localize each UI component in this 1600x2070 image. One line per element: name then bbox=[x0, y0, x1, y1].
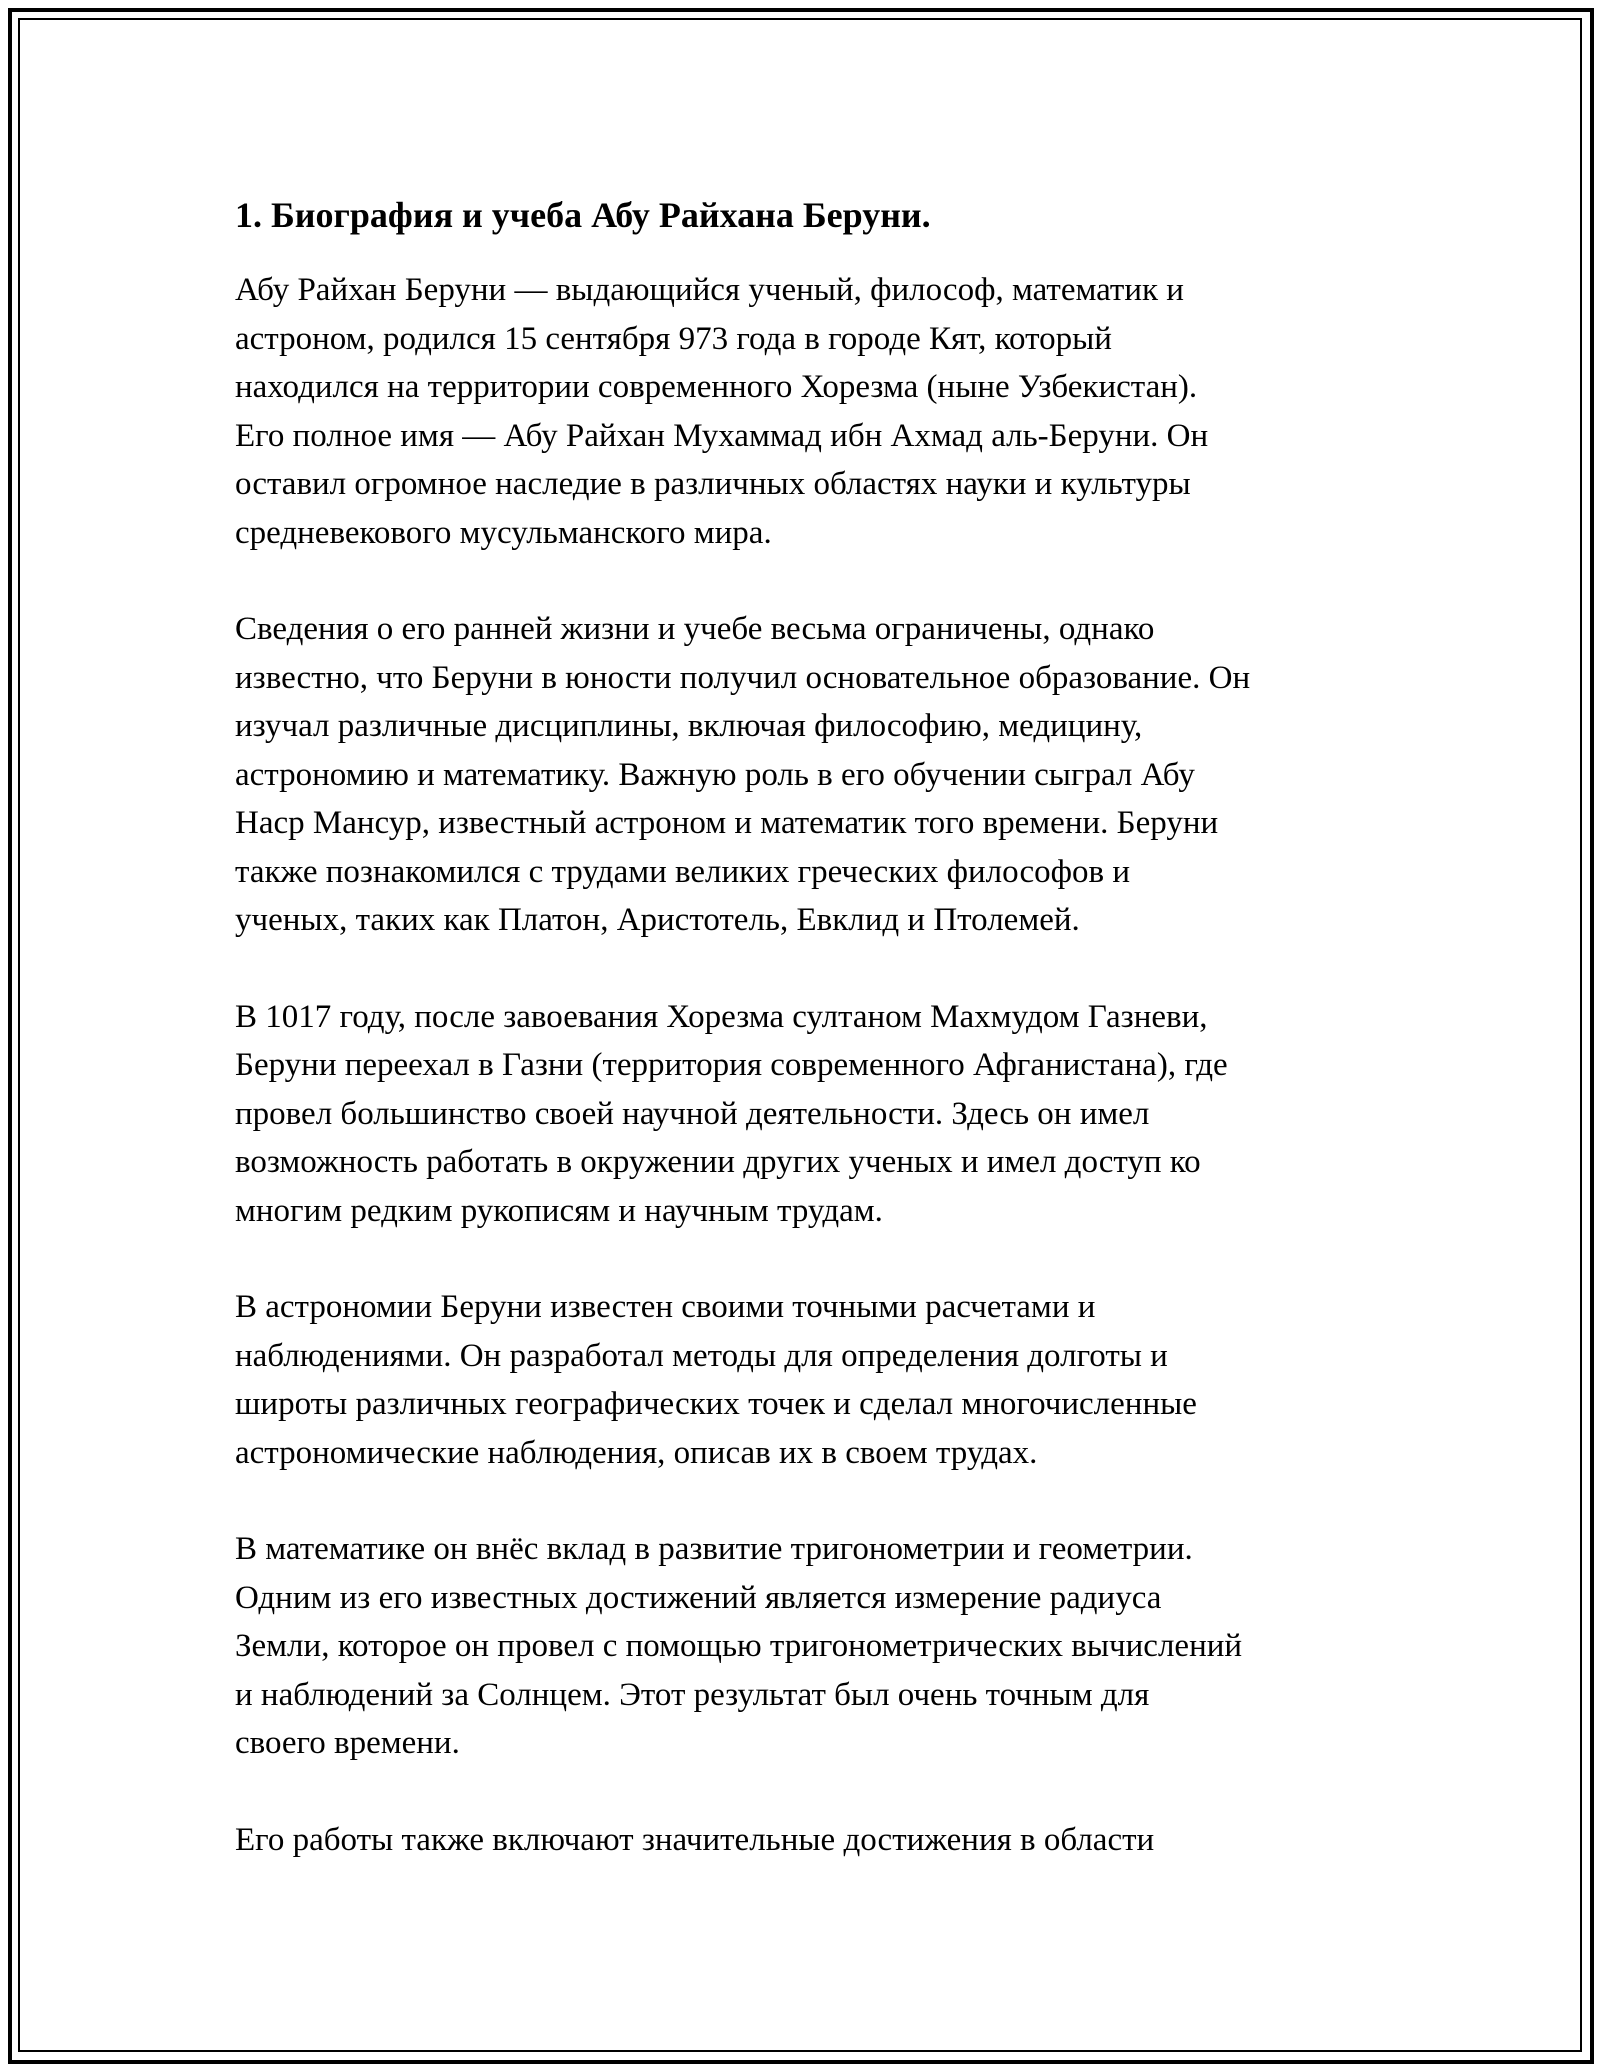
paragraph-5 bbox=[235, 1525, 1365, 1768]
paragraph-4 bbox=[235, 1283, 1365, 1477]
text-line: возможность работать в окружении других ученых и имел доступ ко bbox=[235, 1144, 1201, 1180]
text-line: и наблюдений за Солнцем. Этот результат был очень точным для bbox=[235, 1676, 1150, 1713]
text-line: широты различных географических точек и сделал многочисленные bbox=[235, 1386, 1197, 1422]
text-line: Его полное имя — Абу Райхан Мухаммад ибн Ахмад аль-Беруни. Он bbox=[235, 417, 1209, 454]
text-line: изучал различные дисциплины, включая философию, медицину, bbox=[235, 708, 1143, 744]
text-line: ученых, таких как Платон, Аристотель, Евклид и Птолемей. bbox=[235, 902, 1080, 938]
text-line: астроном, родился 15 сентября 973 года в городе Кят, который bbox=[235, 320, 1112, 357]
text-line: В астрономии Беруни известен своими точными расчетами и bbox=[235, 1289, 1096, 1325]
text-line: известно, что Беруни в юности получил основательное образование. Он bbox=[235, 659, 1251, 696]
paragraph-6 bbox=[235, 1816, 1365, 1865]
text-line: Земли, которое он провел с помощью тригонометрических вычислений bbox=[235, 1628, 1243, 1664]
text-line: В математике он внёс вклад в развитие тригонометрии и геометрии. bbox=[235, 1531, 1193, 1567]
text-line: астрономические наблюдения, описав их в своем трудах. bbox=[235, 1434, 1038, 1471]
paragraph-3 bbox=[235, 993, 1365, 1236]
text-line: многим редким рукописям и научным трудам. bbox=[235, 1192, 883, 1229]
text-line: находился на территории современного Хорезма (ныне Узбекистан). bbox=[235, 369, 1198, 405]
document-body bbox=[235, 188, 1365, 1912]
text-line: Его работы также включают значительные достижения в области bbox=[235, 1821, 1155, 1858]
text-line: В 1017 году, после завоевания Хорезма султаном Махмудом Газневи, bbox=[235, 998, 1208, 1035]
text-line: Абу Райхан Беруни — выдающийся ученый, философ, математик и bbox=[235, 272, 1184, 308]
text-line: астрономию и математику. Важную роль в его обучении сыграл Абу bbox=[235, 756, 1195, 793]
text-line: провел большинство своей научной деятельности. Здесь он имел bbox=[235, 1095, 1150, 1132]
text-line: Одним из его известных достижений является измерение радиуса bbox=[235, 1579, 1162, 1616]
text-line: Сведения о его ранней жизни и учебе весьма ограничены, однако bbox=[235, 611, 1155, 647]
paragraph-1 bbox=[235, 266, 1365, 557]
text-line: оставил огромное наследие в различных областях науки и культуры bbox=[235, 466, 1191, 502]
text-line: средневекового мусульманского мира. bbox=[235, 514, 772, 551]
text-line: наблюдениями. Он разработал методы для определения долготы и bbox=[235, 1337, 1168, 1374]
section-heading: 1. Биография и учеба Абу Райхана Беруни. bbox=[235, 195, 931, 235]
text-line: своего времени. bbox=[235, 1725, 460, 1761]
text-line: Наср Мансур, известный астроном и математик того времени. Беруни bbox=[235, 805, 1219, 841]
text-line: Беруни переехал в Газни (территория современного Афганистана), где bbox=[235, 1047, 1228, 1083]
paragraph-2 bbox=[235, 605, 1365, 945]
text-line: также познакомился с трудами великих греческих философов и bbox=[235, 853, 1130, 890]
